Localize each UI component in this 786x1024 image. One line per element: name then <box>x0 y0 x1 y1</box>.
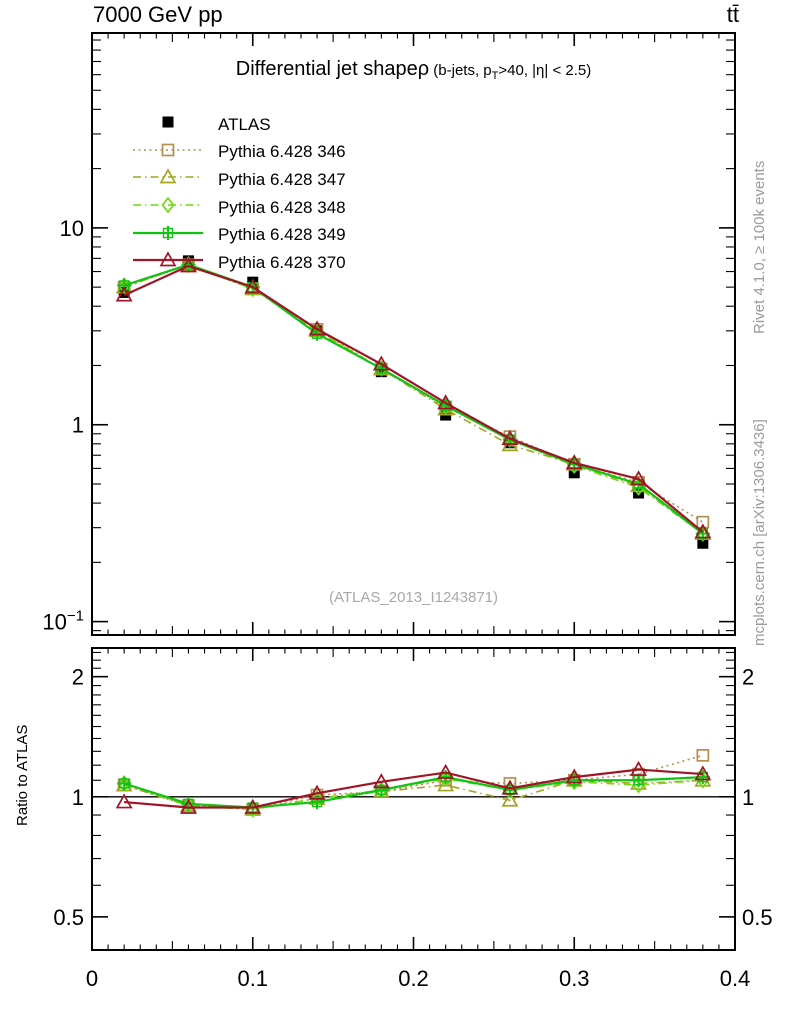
legend-item-pythia-6-428-346 <box>131 139 346 167</box>
legend-item-pythia-6-428-348 <box>131 194 346 222</box>
svg-text:0.2: 0.2 <box>398 966 429 991</box>
legend-item-atlas <box>131 111 346 139</box>
plot-title-cuts <box>429 62 592 82</box>
legend <box>131 111 346 277</box>
plot-title-cuts-pre: (b-jets, p <box>429 62 492 79</box>
legend-item-pythia-6-428-349 <box>131 221 346 249</box>
legend-marker-open-triangle <box>131 250 205 270</box>
process-label: tt̄ <box>726 2 739 27</box>
legend-marker-filled-square <box>131 112 205 132</box>
legend-item-label: Pythia 6.428 370 <box>218 252 346 272</box>
legend-sample <box>131 112 205 137</box>
legend-item-label: Pythia 6.428 346 <box>218 142 346 162</box>
plot-title-main: Differential jet shapeρ <box>235 58 430 80</box>
legend-item-pythia-6-428-347 <box>131 166 346 194</box>
svg-text:2: 2 <box>742 664 755 690</box>
svg-text:0.3: 0.3 <box>558 966 590 991</box>
legend-marker-open-diamond <box>131 195 205 215</box>
svg-text:1: 1 <box>742 784 755 810</box>
svg-text:0.4: 0.4 <box>719 966 751 991</box>
legend-item-label: ATLAS <box>218 114 271 134</box>
beam-energy-label: 7000 GeV pp <box>93 2 223 27</box>
svg-text:0: 0 <box>85 966 99 991</box>
legend-marker-open-square <box>131 140 205 160</box>
analysis-id-watermark: (ATLAS_2013_I1243871) <box>328 589 498 606</box>
legend-sample <box>131 250 205 275</box>
plot-title-cuts-sub: T <box>491 70 499 82</box>
svg-text:0.1: 0.1 <box>237 966 269 991</box>
svg-text:0.5: 0.5 <box>742 904 773 930</box>
legend-item-label: Pythia 6.428 348 <box>218 197 346 217</box>
legend-sample <box>131 140 205 165</box>
legend-marker-open-triangle <box>131 167 205 187</box>
legend-sample <box>131 195 205 220</box>
svg-text:2: 2 <box>71 664 84 690</box>
mcplots-credit-note: mcplots.cern.ch [arXiv:1306.3436] <box>751 419 768 646</box>
plot-title <box>92 58 735 82</box>
svg-text:10−1: $10^{-1}$ <box>42 607 84 635</box>
svg-text:0.5: 0.5 <box>53 904 84 930</box>
legend-marker-plus-square <box>131 223 205 243</box>
legend-sample <box>131 167 205 192</box>
svg-text:10: 10 <box>59 215 84 241</box>
svg-text:1: 1 <box>71 784 84 810</box>
svg-text:1: 1 <box>71 412 84 438</box>
ratio-axis-label: Ratio to ATLAS <box>14 724 31 827</box>
legend-item-label: Pythia 6.428 347 <box>218 169 346 189</box>
plot-title-cuts-post: >40, |η| < 2.5) <box>498 62 592 79</box>
rivet-version-note: Rivet 4.1.0, ≥ 100k events <box>751 160 768 334</box>
legend-item-label: Pythia 6.428 349 <box>218 225 346 245</box>
legend-item-pythia-6-428-370 <box>131 249 346 277</box>
legend-sample <box>131 223 205 248</box>
